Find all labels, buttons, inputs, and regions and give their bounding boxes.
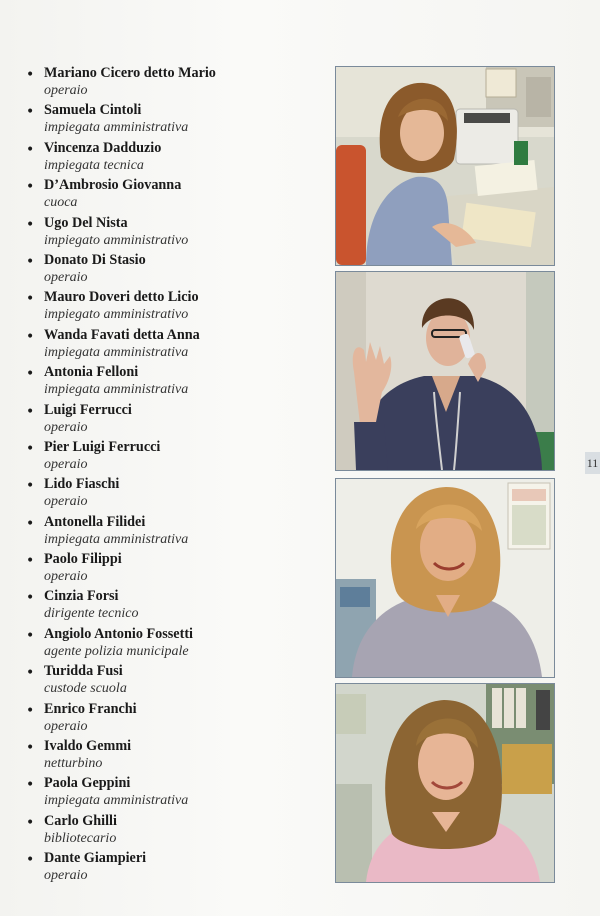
- list-item: [26, 363, 326, 400]
- photo-employee-smiling: [335, 478, 555, 678]
- list-item: [26, 849, 326, 886]
- list-item: [26, 475, 326, 512]
- list-item: [26, 438, 326, 475]
- person-role: operaio: [44, 494, 88, 510]
- person-role: agente polizia municipale: [44, 643, 189, 659]
- person-name: Dante Giampieri: [44, 850, 147, 867]
- list-item: [26, 139, 326, 176]
- person-role: impiegata amministrativa: [44, 531, 189, 547]
- page-number: 11: [585, 452, 600, 474]
- list-item: [26, 812, 326, 849]
- person-name: Enrico Franchi: [44, 700, 137, 717]
- person-role: operaio: [44, 419, 88, 435]
- list-item: [26, 288, 326, 325]
- bullet: •: [26, 216, 35, 233]
- person-name: Vincenza Dadduzio: [44, 139, 162, 156]
- person-name: Wanda Favati detta Anna: [44, 326, 200, 343]
- list-item: [26, 251, 326, 288]
- person-role: cuoca: [44, 195, 78, 211]
- photo-illustration: [336, 67, 554, 265]
- person-role: dirigente tecnico: [44, 606, 139, 622]
- person-name: Samuela Cintoli: [44, 102, 142, 119]
- bullet: •: [26, 253, 35, 270]
- person-role: operaio: [44, 569, 88, 585]
- person-role: operaio: [44, 456, 88, 472]
- person-name: Ugo Del Nista: [44, 214, 128, 231]
- person-name: Angiolo Antonio Fossetti: [44, 625, 193, 642]
- person-role: operaio: [44, 269, 88, 285]
- person-role: impiegato amministrativo: [44, 307, 189, 323]
- photo-employee-desk: [335, 66, 555, 266]
- photo-employee-pink-top: [335, 683, 555, 883]
- person-name: Lido Fiaschi: [44, 476, 120, 493]
- bullet: •: [26, 291, 35, 308]
- bullet: •: [26, 328, 35, 345]
- list-item: [26, 662, 326, 699]
- bullet: •: [26, 590, 35, 607]
- person-name: Paola Geppini: [44, 775, 131, 792]
- person-name: Pier Luigi Ferrucci: [44, 438, 161, 455]
- person-name: Carlo Ghilli: [44, 812, 117, 829]
- bullet: •: [26, 777, 35, 794]
- bullet: •: [26, 515, 35, 532]
- bullet: •: [26, 553, 35, 570]
- photo-illustration: [336, 479, 554, 677]
- person-name: D’Ambrosio Giovanna: [44, 177, 182, 194]
- person-role: impiegata amministrativa: [44, 382, 189, 398]
- person-role: operaio: [44, 83, 88, 98]
- person-name: Turidda Fusi: [44, 663, 123, 680]
- person-role: custode scuola: [44, 681, 127, 697]
- person-name: Antonia Felloni: [44, 364, 139, 381]
- list-item: [26, 64, 326, 101]
- person-role: bibliotecario: [44, 830, 117, 846]
- person-role: operaio: [44, 718, 88, 734]
- person-role: operaio: [44, 868, 88, 884]
- list-item: [26, 101, 326, 138]
- bullet: •: [26, 67, 35, 83]
- bullet: •: [26, 814, 35, 831]
- list-item: [26, 625, 326, 662]
- list-item: [26, 326, 326, 363]
- bullet: •: [26, 366, 35, 383]
- person-name: Ivaldo Gemmi: [44, 738, 132, 755]
- person-name: Cinzia Forsi: [44, 588, 119, 605]
- bullet: •: [26, 440, 35, 457]
- person-name: Luigi Ferrucci: [44, 401, 132, 418]
- person-role: impiegata amministrativa: [44, 120, 189, 136]
- bullet: •: [26, 104, 35, 121]
- person-role: impiegata amministrativa: [44, 793, 189, 809]
- person-name: Mauro Doveri detto Licio: [44, 289, 199, 306]
- list-item: [26, 737, 326, 774]
- bullet: •: [26, 702, 35, 719]
- person-name: Paolo Filippi: [44, 551, 122, 568]
- person-role: netturbino: [44, 756, 103, 772]
- person-role: impiegata tecnica: [44, 157, 144, 173]
- bullet: •: [26, 403, 35, 420]
- bullet: •: [26, 852, 35, 869]
- bullet: •: [26, 141, 35, 158]
- list-item: [26, 513, 326, 550]
- list-item: [26, 587, 326, 624]
- bullet: •: [26, 740, 35, 757]
- list-item: [26, 214, 326, 251]
- person-role: impiegato amministrativo: [44, 232, 189, 248]
- person-name: Donato Di Stasio: [44, 251, 146, 268]
- person-name: Mariano Cicero detto Mario: [44, 65, 216, 81]
- bullet: •: [26, 627, 35, 644]
- list-item: [26, 401, 326, 438]
- photo-illustration: [336, 684, 554, 882]
- person-role: impiegata amministrativa: [44, 344, 189, 360]
- list-item: [26, 550, 326, 587]
- photo-employee-phone: [335, 271, 555, 471]
- list-item: [26, 176, 326, 213]
- photo-illustration: [336, 272, 554, 470]
- list-item: [26, 774, 326, 811]
- bullet: •: [26, 478, 35, 495]
- bullet: •: [26, 179, 35, 196]
- bullet: •: [26, 665, 35, 682]
- list-item: [26, 700, 326, 737]
- person-name: Antonella Filidei: [44, 513, 146, 530]
- staff-list: [26, 64, 326, 887]
